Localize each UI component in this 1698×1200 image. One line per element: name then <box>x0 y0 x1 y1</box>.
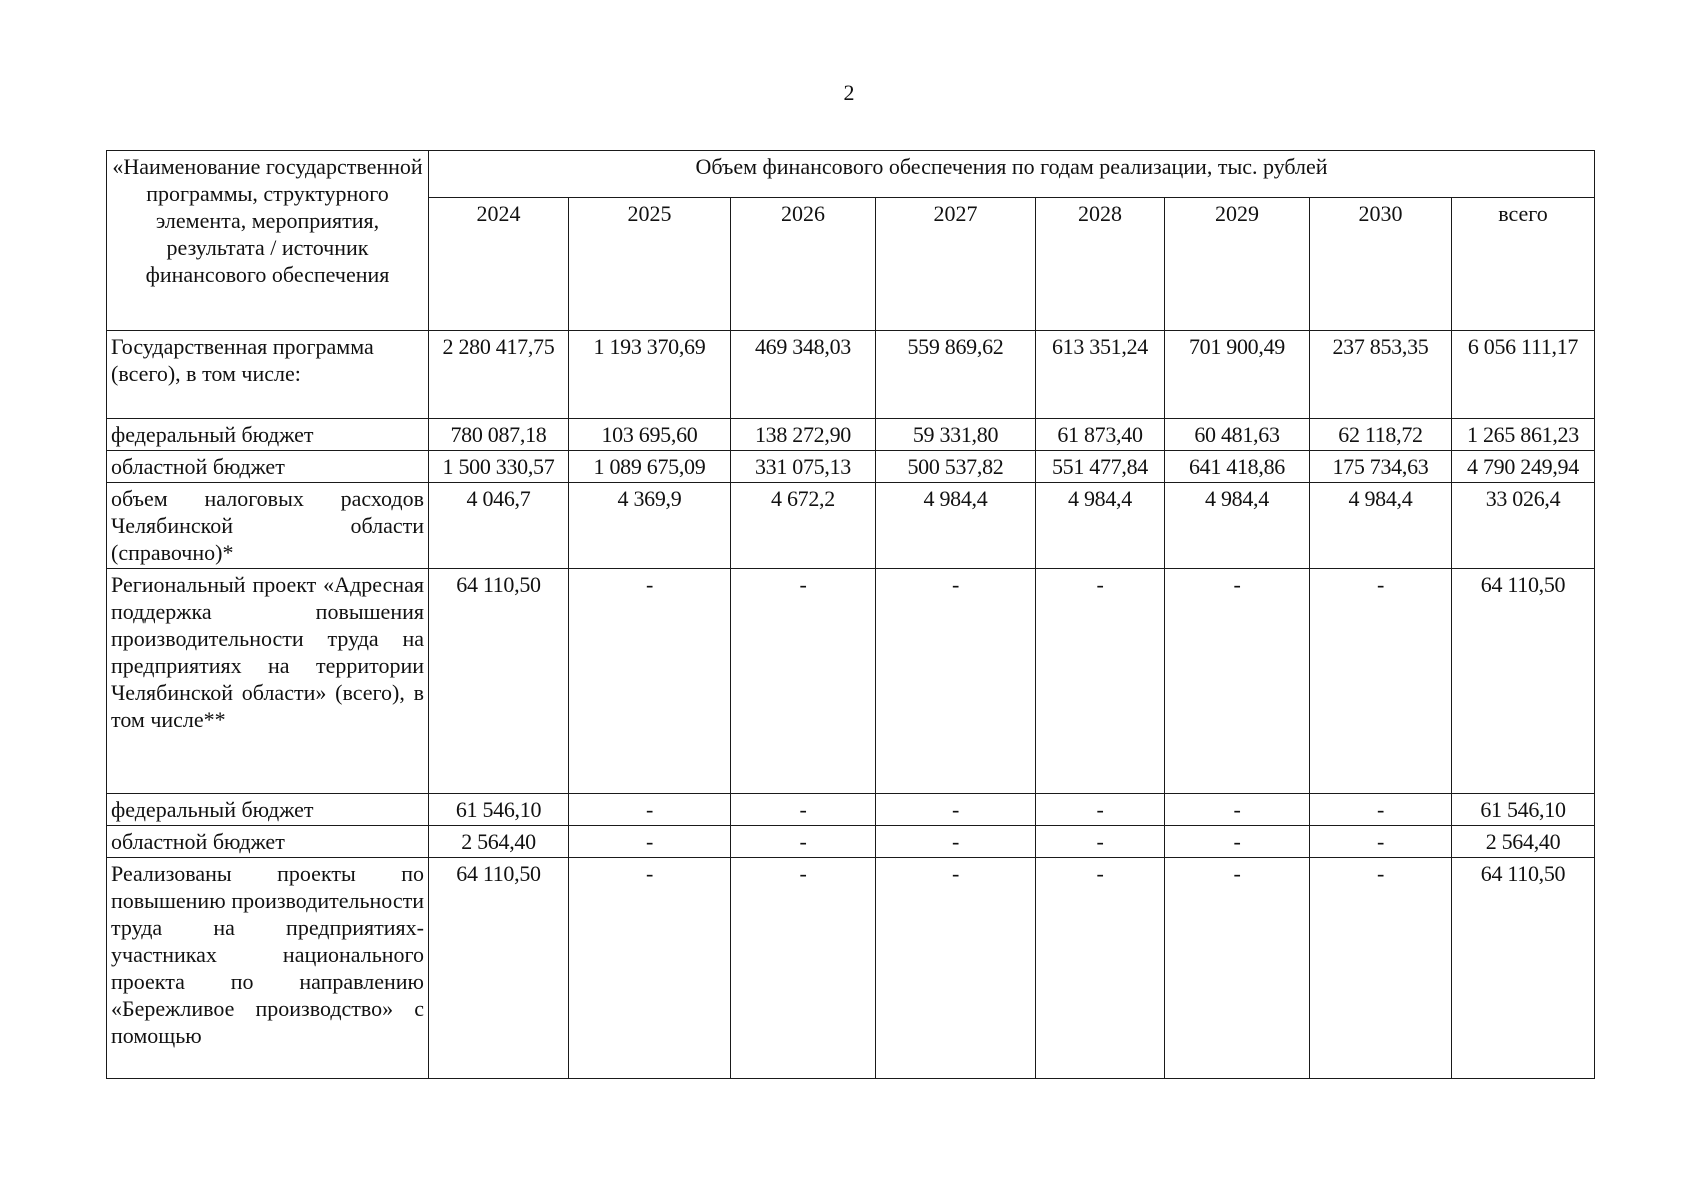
year-header-2026: 2026 <box>731 198 876 331</box>
year-header-2025: 2025 <box>569 198 731 331</box>
cell-value: - <box>731 794 876 826</box>
cell-value: - <box>876 794 1036 826</box>
year-header-2029: 2029 <box>1165 198 1310 331</box>
cell-value: - <box>1036 569 1165 794</box>
row-name: Реализованы проекты по повышению производительности труда на предприятиях-участниках национального проекта по направлению «Бережливое производство» с помощью <box>107 858 429 1079</box>
cell-value: - <box>1036 826 1165 858</box>
cell-value: 1 193 370,69 <box>569 331 731 419</box>
cell-value: 4 984,4 <box>1036 483 1165 569</box>
cell-value: - <box>1036 794 1165 826</box>
cell-value: 1 265 861,23 <box>1452 419 1595 451</box>
table-row <box>107 794 1595 826</box>
cell-value: 4 984,4 <box>1310 483 1452 569</box>
financing-table <box>106 150 1595 1079</box>
cell-value: 641 418,86 <box>1165 451 1310 483</box>
row-name: областной бюджет <box>107 826 429 858</box>
cell-value: - <box>569 826 731 858</box>
cell-value: - <box>1036 858 1165 1079</box>
table-row <box>107 569 1595 794</box>
year-header-2030: 2030 <box>1310 198 1452 331</box>
cell-value: 331 075,13 <box>731 451 876 483</box>
cell-value: 61 546,10 <box>429 794 569 826</box>
cell-value: 237 853,35 <box>1310 331 1452 419</box>
year-header-total: всего <box>1452 198 1595 331</box>
cell-value: - <box>731 569 876 794</box>
cell-value: - <box>569 858 731 1079</box>
row-name: федеральный бюджет <box>107 794 429 826</box>
cell-value: - <box>876 858 1036 1079</box>
year-header-2028: 2028 <box>1036 198 1165 331</box>
cell-value: 4 984,4 <box>876 483 1036 569</box>
cell-value: - <box>876 569 1036 794</box>
cell-value: - <box>731 858 876 1079</box>
cell-value: 559 869,62 <box>876 331 1036 419</box>
cell-value: 64 110,50 <box>429 569 569 794</box>
table-row <box>107 483 1595 569</box>
cell-value: 61 546,10 <box>1452 794 1595 826</box>
table-row <box>107 826 1595 858</box>
cell-value: - <box>731 826 876 858</box>
row-name: областной бюджет <box>107 451 429 483</box>
name-column-header: «Наименование государственной программы, структурного элемента, мероприятия, результата / источник финансового обеспечения <box>107 151 429 331</box>
cell-value: 780 087,18 <box>429 419 569 451</box>
cell-value: 500 537,82 <box>876 451 1036 483</box>
cell-value: 64 110,50 <box>429 858 569 1079</box>
cell-value: - <box>1165 826 1310 858</box>
cell-value: 33 026,4 <box>1452 483 1595 569</box>
cell-value: 2 280 417,75 <box>429 331 569 419</box>
row-name: федеральный бюджет <box>107 419 429 451</box>
cell-value: 6 056 111,17 <box>1452 331 1595 419</box>
cell-value: 613 351,24 <box>1036 331 1165 419</box>
row-name: Государственная программа (всего), в том числе: <box>107 331 429 419</box>
row-name: Региональный проект «Адресная поддержка повышения производительности труда на предприятиях на территории Челябинской области» (всего), в том числе** <box>107 569 429 794</box>
cell-value: 4 046,7 <box>429 483 569 569</box>
cell-value: - <box>1310 858 1452 1079</box>
page-number: 2 <box>843 80 855 105</box>
cell-value: 59 331,80 <box>876 419 1036 451</box>
cell-value: - <box>1165 569 1310 794</box>
year-header-2024: 2024 <box>429 198 569 331</box>
cell-value: - <box>1310 794 1452 826</box>
cell-value: - <box>1165 858 1310 1079</box>
cell-value: - <box>876 826 1036 858</box>
cell-value: 64 110,50 <box>1452 569 1595 794</box>
cell-value: 62 118,72 <box>1310 419 1452 451</box>
cell-value: - <box>569 569 731 794</box>
cell-value: 103 695,60 <box>569 419 731 451</box>
financing-volume-header: Объем финансового обеспечения по годам реализации, тыс. рублей <box>429 151 1595 198</box>
cell-value: 175 734,63 <box>1310 451 1452 483</box>
table-row <box>107 858 1595 1079</box>
cell-value: 4 984,4 <box>1165 483 1310 569</box>
cell-value: - <box>1310 826 1452 858</box>
cell-value: 60 481,63 <box>1165 419 1310 451</box>
cell-value: 138 272,90 <box>731 419 876 451</box>
cell-value: - <box>1310 569 1452 794</box>
cell-value: 1 089 675,09 <box>569 451 731 483</box>
header-row <box>107 151 1595 198</box>
cell-value: 2 564,40 <box>429 826 569 858</box>
table-row <box>107 451 1595 483</box>
cell-value: 551 477,84 <box>1036 451 1165 483</box>
cell-value: 4 369,9 <box>569 483 731 569</box>
cell-value: 701 900,49 <box>1165 331 1310 419</box>
cell-value: 1 500 330,57 <box>429 451 569 483</box>
cell-value: 2 564,40 <box>1452 826 1595 858</box>
cell-value: 469 348,03 <box>731 331 876 419</box>
cell-value: 61 873,40 <box>1036 419 1165 451</box>
cell-value: 64 110,50 <box>1452 858 1595 1079</box>
cell-value: - <box>1165 794 1310 826</box>
cell-value: 4 790 249,94 <box>1452 451 1595 483</box>
table-row <box>107 419 1595 451</box>
cell-value: - <box>569 794 731 826</box>
table-row <box>107 331 1595 419</box>
year-header-2027: 2027 <box>876 198 1036 331</box>
row-name: объем налоговых расходов Челябинской области (справочно)* <box>107 483 429 569</box>
cell-value: 4 672,2 <box>731 483 876 569</box>
